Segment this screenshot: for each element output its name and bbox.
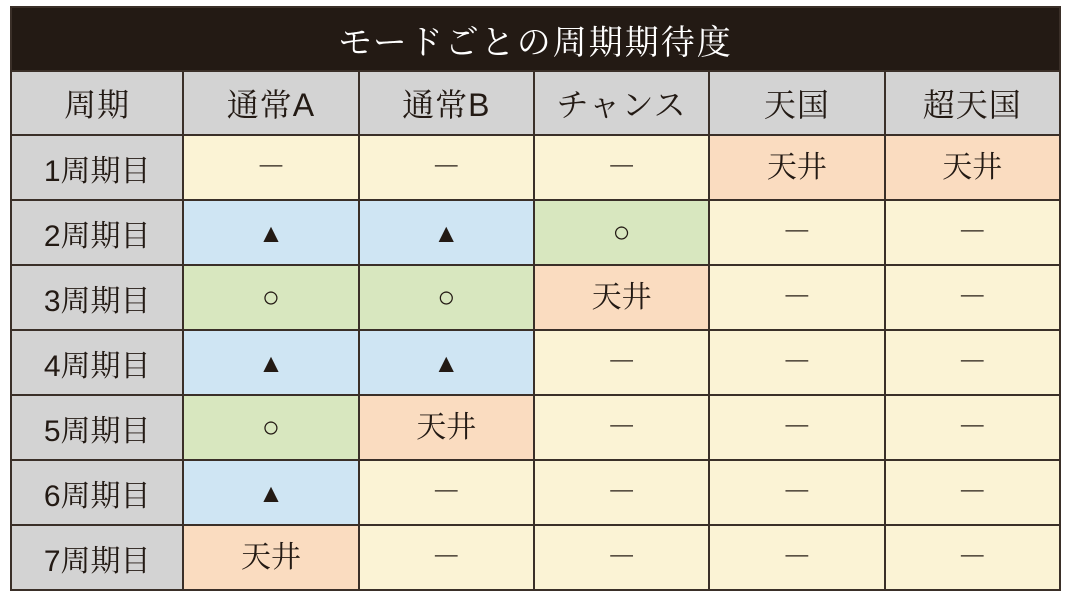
table-head: [11, 7, 1060, 135]
cell-r5-normal-b: [359, 395, 534, 460]
cell-r3-chance: [534, 265, 709, 330]
cell-r5-super-heaven: [885, 395, 1060, 460]
cell-value: ○: [437, 280, 456, 314]
cell-r5-chance: [534, 395, 709, 460]
header-row: [11, 71, 1060, 135]
cell-value: －: [431, 150, 462, 184]
row-label-cycle-2: 2周期目: [11, 200, 183, 265]
cell-value: ○: [612, 215, 631, 249]
cell-r3-heaven: [709, 265, 884, 330]
cell-value: －: [957, 345, 988, 379]
cell-r1-normal-b: [359, 135, 534, 200]
row-label-cycle-5: 5周期目: [11, 395, 183, 460]
row-label-cycle-3: 3周期目: [11, 265, 183, 330]
cell-r4-chance: [534, 330, 709, 395]
table-row: [11, 330, 1060, 395]
cell-value: －: [781, 215, 812, 249]
cell-value: －: [957, 475, 988, 509]
cell-value: 天井: [766, 150, 827, 184]
table-row: [11, 200, 1060, 265]
cell-r7-chance: [534, 525, 709, 590]
column-header-cycle: 周期: [11, 71, 183, 135]
row-label-cycle-4: 4周期目: [11, 330, 183, 395]
cell-value: －: [957, 410, 988, 444]
page-title: モードごとの周期期待度: [11, 7, 1060, 71]
cell-value: ○: [261, 410, 281, 444]
table-row: [11, 265, 1060, 330]
cell-r6-normal-a: [183, 460, 358, 525]
cell-value: 天井: [591, 280, 652, 314]
cell-value: －: [781, 410, 812, 444]
cell-value: －: [606, 345, 637, 379]
cell-r4-super-heaven: [885, 330, 1060, 395]
column-header-heaven: 天国: [709, 71, 884, 135]
column-header-super-heaven: 超天国: [885, 71, 1060, 135]
row-label-cycle-1: 1周期目: [11, 135, 183, 200]
cell-r1-chance: [534, 135, 709, 200]
table-row: [11, 460, 1060, 525]
cell-r4-heaven: [709, 330, 884, 395]
cell-r6-chance: [534, 460, 709, 525]
cell-r6-heaven: [709, 460, 884, 525]
cell-r7-normal-b: [359, 525, 534, 590]
cell-r1-normal-a: [183, 135, 358, 200]
cell-value: －: [781, 540, 812, 574]
cell-r3-super-heaven: [885, 265, 1060, 330]
row-label-cycle-6: 6周期目: [11, 460, 183, 525]
cell-r6-normal-b: [359, 460, 534, 525]
cell-value: ▲: [258, 217, 284, 248]
cell-r1-super-heaven: [885, 135, 1060, 200]
cell-value: －: [957, 540, 988, 574]
table-row: [11, 525, 1060, 590]
cell-value: －: [781, 280, 812, 314]
cell-r3-normal-b: [359, 265, 534, 330]
column-header-normal-a: 通常A: [183, 71, 358, 135]
row-label-cycle-7: 7周期目: [11, 525, 183, 590]
cell-value: －: [606, 475, 637, 509]
title-row: [11, 7, 1060, 71]
cell-value: －: [781, 345, 812, 379]
cycle-expectation-table: [10, 6, 1061, 591]
cell-value: －: [957, 215, 988, 249]
cell-value: －: [781, 475, 812, 509]
cell-r4-normal-a: [183, 330, 358, 395]
cell-r5-heaven: [709, 395, 884, 460]
cell-r2-normal-b: [359, 200, 534, 265]
cell-value: 天井: [942, 150, 1003, 184]
cell-r2-super-heaven: [885, 200, 1060, 265]
cell-value: －: [957, 280, 988, 314]
cell-value: ▲: [433, 217, 460, 248]
cell-value: ▲: [258, 347, 284, 378]
cell-r1-heaven: [709, 135, 884, 200]
cell-value: －: [606, 540, 637, 574]
cell-value: ○: [261, 280, 281, 314]
cell-r5-normal-a: [183, 395, 358, 460]
cell-r4-normal-b: [359, 330, 534, 395]
cell-r2-heaven: [709, 200, 884, 265]
cell-value: －: [431, 475, 462, 509]
cell-r7-super-heaven: [885, 525, 1060, 590]
cell-value: －: [431, 540, 462, 574]
cell-value: ▲: [258, 477, 284, 508]
column-header-chance: チャンス: [534, 71, 709, 135]
cell-value: ▲: [433, 347, 460, 378]
cell-r2-normal-a: [183, 200, 358, 265]
cell-value: －: [606, 150, 637, 184]
table-body: [11, 135, 1060, 590]
cell-r6-super-heaven: [885, 460, 1060, 525]
cell-value: －: [255, 150, 286, 184]
column-header-normal-b: 通常B: [359, 71, 534, 135]
cell-value: 天井: [416, 410, 477, 444]
cell-r3-normal-a: [183, 265, 358, 330]
table-row: [11, 135, 1060, 200]
cell-r2-chance: [534, 200, 709, 265]
table-row: [11, 395, 1060, 460]
cell-value: 天井: [240, 540, 301, 574]
cell-value: －: [606, 410, 637, 444]
cell-r7-heaven: [709, 525, 884, 590]
cell-r7-normal-a: [183, 525, 358, 590]
